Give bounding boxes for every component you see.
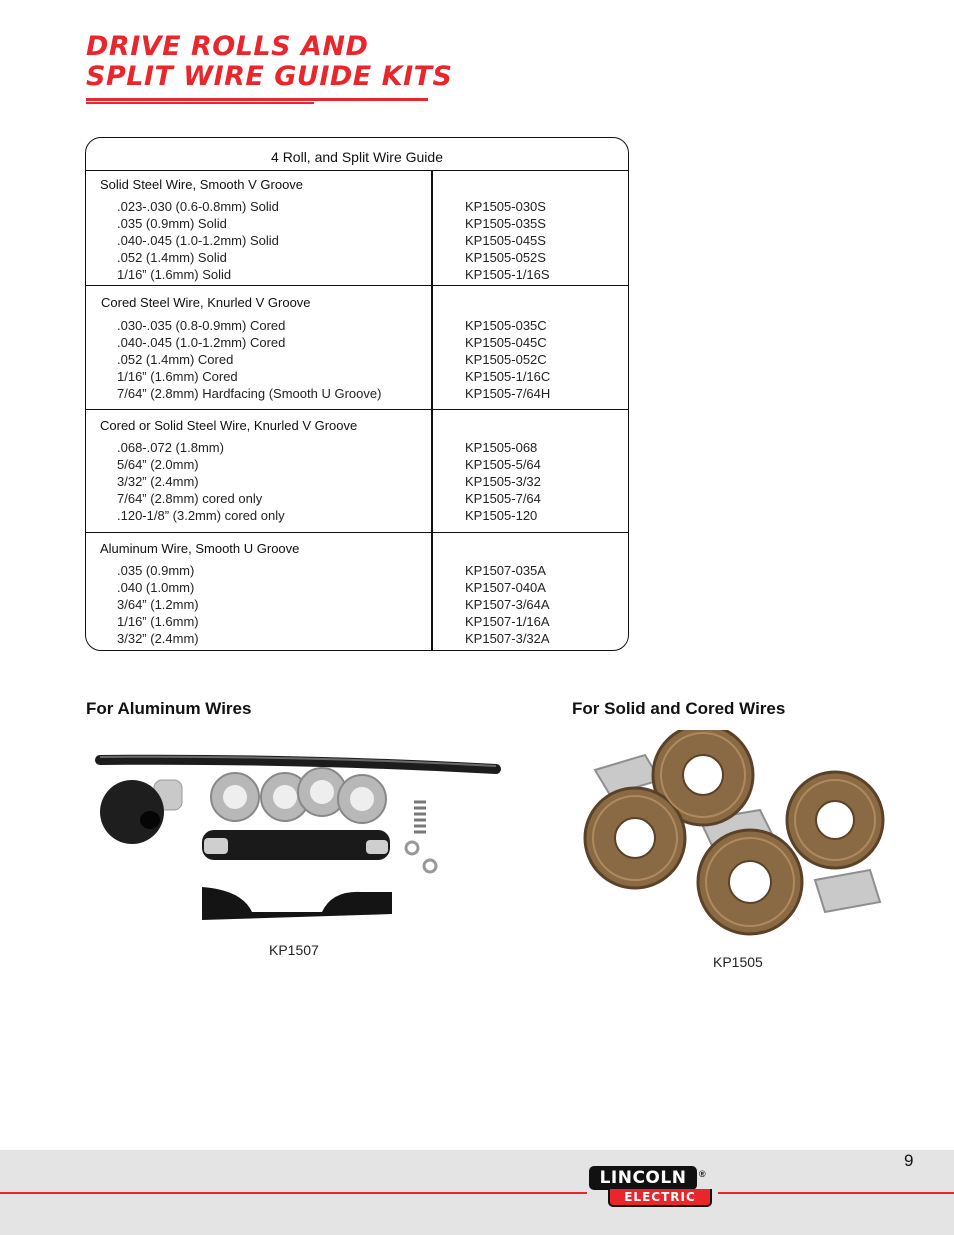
part-number: KP1505-052C <box>465 352 547 367</box>
part-number: KP1505-068 <box>465 440 538 455</box>
section-title: Cored or Solid Steel Wire, Knurled V Groove <box>100 418 358 433</box>
part-number: KP1505-5/64 <box>465 457 541 472</box>
wire-size: .068-.072 (1.8mm) <box>117 440 224 455</box>
footer-rule-left <box>0 1192 587 1194</box>
wire-size: .035 (0.9mm) Solid <box>117 216 227 231</box>
section-title: Cored Steel Wire, Knurled V Groove <box>101 295 311 310</box>
part-number: KP1505-7/64 <box>465 491 541 506</box>
table-row <box>117 249 628 266</box>
part-number: KP1505-120 <box>465 508 538 523</box>
table-row <box>117 317 628 334</box>
table-section-aluminum <box>86 533 628 651</box>
part-number: KP1505-1/16C <box>465 369 551 384</box>
wire-size: 1/16” (1.6mm) <box>117 614 199 629</box>
table-row <box>117 439 628 456</box>
table-row <box>117 198 628 215</box>
wire-size: 7/64” (2.8mm) Hardfacing (Smooth U Groove) <box>117 386 382 401</box>
part-number: KP1505-052S <box>465 250 546 265</box>
wire-size: .052 (1.4mm) Solid <box>117 250 227 265</box>
wire-size: 3/32” (2.4mm) <box>117 474 199 489</box>
table-section-solid-steel <box>86 171 628 286</box>
table-row <box>117 215 628 232</box>
part-number: KP1505-7/64H <box>465 386 551 401</box>
table-row <box>117 613 628 630</box>
page-title <box>86 32 452 92</box>
solid-cored-heading: For Solid and Cored Wires <box>572 699 786 718</box>
table-row <box>117 456 628 473</box>
wire-size: .040-.045 (1.0-1.2mm) Cored <box>117 335 286 350</box>
part-number: KP1507-3/64A <box>465 597 550 612</box>
table-row <box>117 473 628 490</box>
page-number: 9 <box>904 1151 914 1170</box>
lincoln-electric-logo <box>589 1166 717 1209</box>
aluminum-heading: For Aluminum Wires <box>86 699 252 718</box>
wire-size: .052 (1.4mm) Cored <box>117 352 234 367</box>
table-row <box>117 507 628 524</box>
part-number: KP1507-3/32A <box>465 631 550 646</box>
part-number: KP1505-045S <box>465 233 546 248</box>
part-number: KP1505-035S <box>465 216 546 231</box>
title-underline <box>86 98 428 101</box>
aluminum-caption: KP1507 <box>269 942 319 958</box>
table-row <box>117 385 628 402</box>
wire-size: .040-.045 (1.0-1.2mm) Solid <box>117 233 279 248</box>
wire-size: 1/16” (1.6mm) Cored <box>117 369 238 384</box>
table-section-cored-steel <box>86 286 628 410</box>
part-number: KP1505-1/16S <box>465 267 550 282</box>
wire-size: .120-1/8” (3.2mm) cored only <box>117 508 285 523</box>
solid-cored-caption: KP1505 <box>713 954 763 970</box>
table-row <box>117 596 628 613</box>
table-row <box>117 630 628 647</box>
table-row <box>117 490 628 507</box>
page-title-line-2: SPLIT WIRE GUIDE KITS <box>86 61 453 92</box>
part-number: KP1505-030S <box>465 199 546 214</box>
part-number: KP1507-1/16A <box>465 614 550 629</box>
wire-size: .040 (1.0mm) <box>117 580 195 595</box>
part-number: KP1505-045C <box>465 335 547 350</box>
logo-electric-text: ELECTRIC <box>608 1189 712 1207</box>
page-title-line-1: DRIVE ROLLS AND <box>86 31 369 62</box>
wire-size: .030-.035 (0.8-0.9mm) Cored <box>117 318 286 333</box>
part-number: KP1505-035C <box>465 318 547 333</box>
registered-mark: ® <box>699 1169 706 1179</box>
table-row <box>117 368 628 385</box>
part-number: KP1505-3/32 <box>465 474 541 489</box>
wire-size: 7/64” (2.8mm) cored only <box>117 491 263 506</box>
table-row <box>117 266 628 283</box>
part-number: KP1507-035A <box>465 563 546 578</box>
table-row <box>117 351 628 368</box>
part-number: KP1507-040A <box>465 580 546 595</box>
solid-cored-kit-photo <box>580 730 898 940</box>
logo-lincoln-text: LINCOLN <box>589 1166 697 1190</box>
section-title: Solid Steel Wire, Smooth V Groove <box>100 177 304 192</box>
table-section-cored-or-solid <box>86 410 628 533</box>
kit-table-header: 4 Roll, and Split Wire Guide <box>86 138 628 171</box>
section-title: Aluminum Wire, Smooth U Groove <box>100 541 300 556</box>
title-underline-accent <box>86 102 314 104</box>
wire-size: .023-.030 (0.6-0.8mm) Solid <box>117 199 279 214</box>
footer-rule-right <box>718 1192 954 1194</box>
table-row <box>117 579 628 596</box>
wire-size: .035 (0.9mm) <box>117 563 195 578</box>
wire-size: 3/64” (1.2mm) <box>117 597 199 612</box>
table-row <box>117 232 628 249</box>
kit-table <box>85 137 629 651</box>
table-row <box>117 562 628 579</box>
wire-size: 3/32” (2.4mm) <box>117 631 199 646</box>
wire-size: 1/16” (1.6mm) Solid <box>117 267 232 282</box>
wire-size: 5/64” (2.0mm) <box>117 457 199 472</box>
table-row <box>117 334 628 351</box>
aluminum-kit-photo <box>92 742 502 927</box>
